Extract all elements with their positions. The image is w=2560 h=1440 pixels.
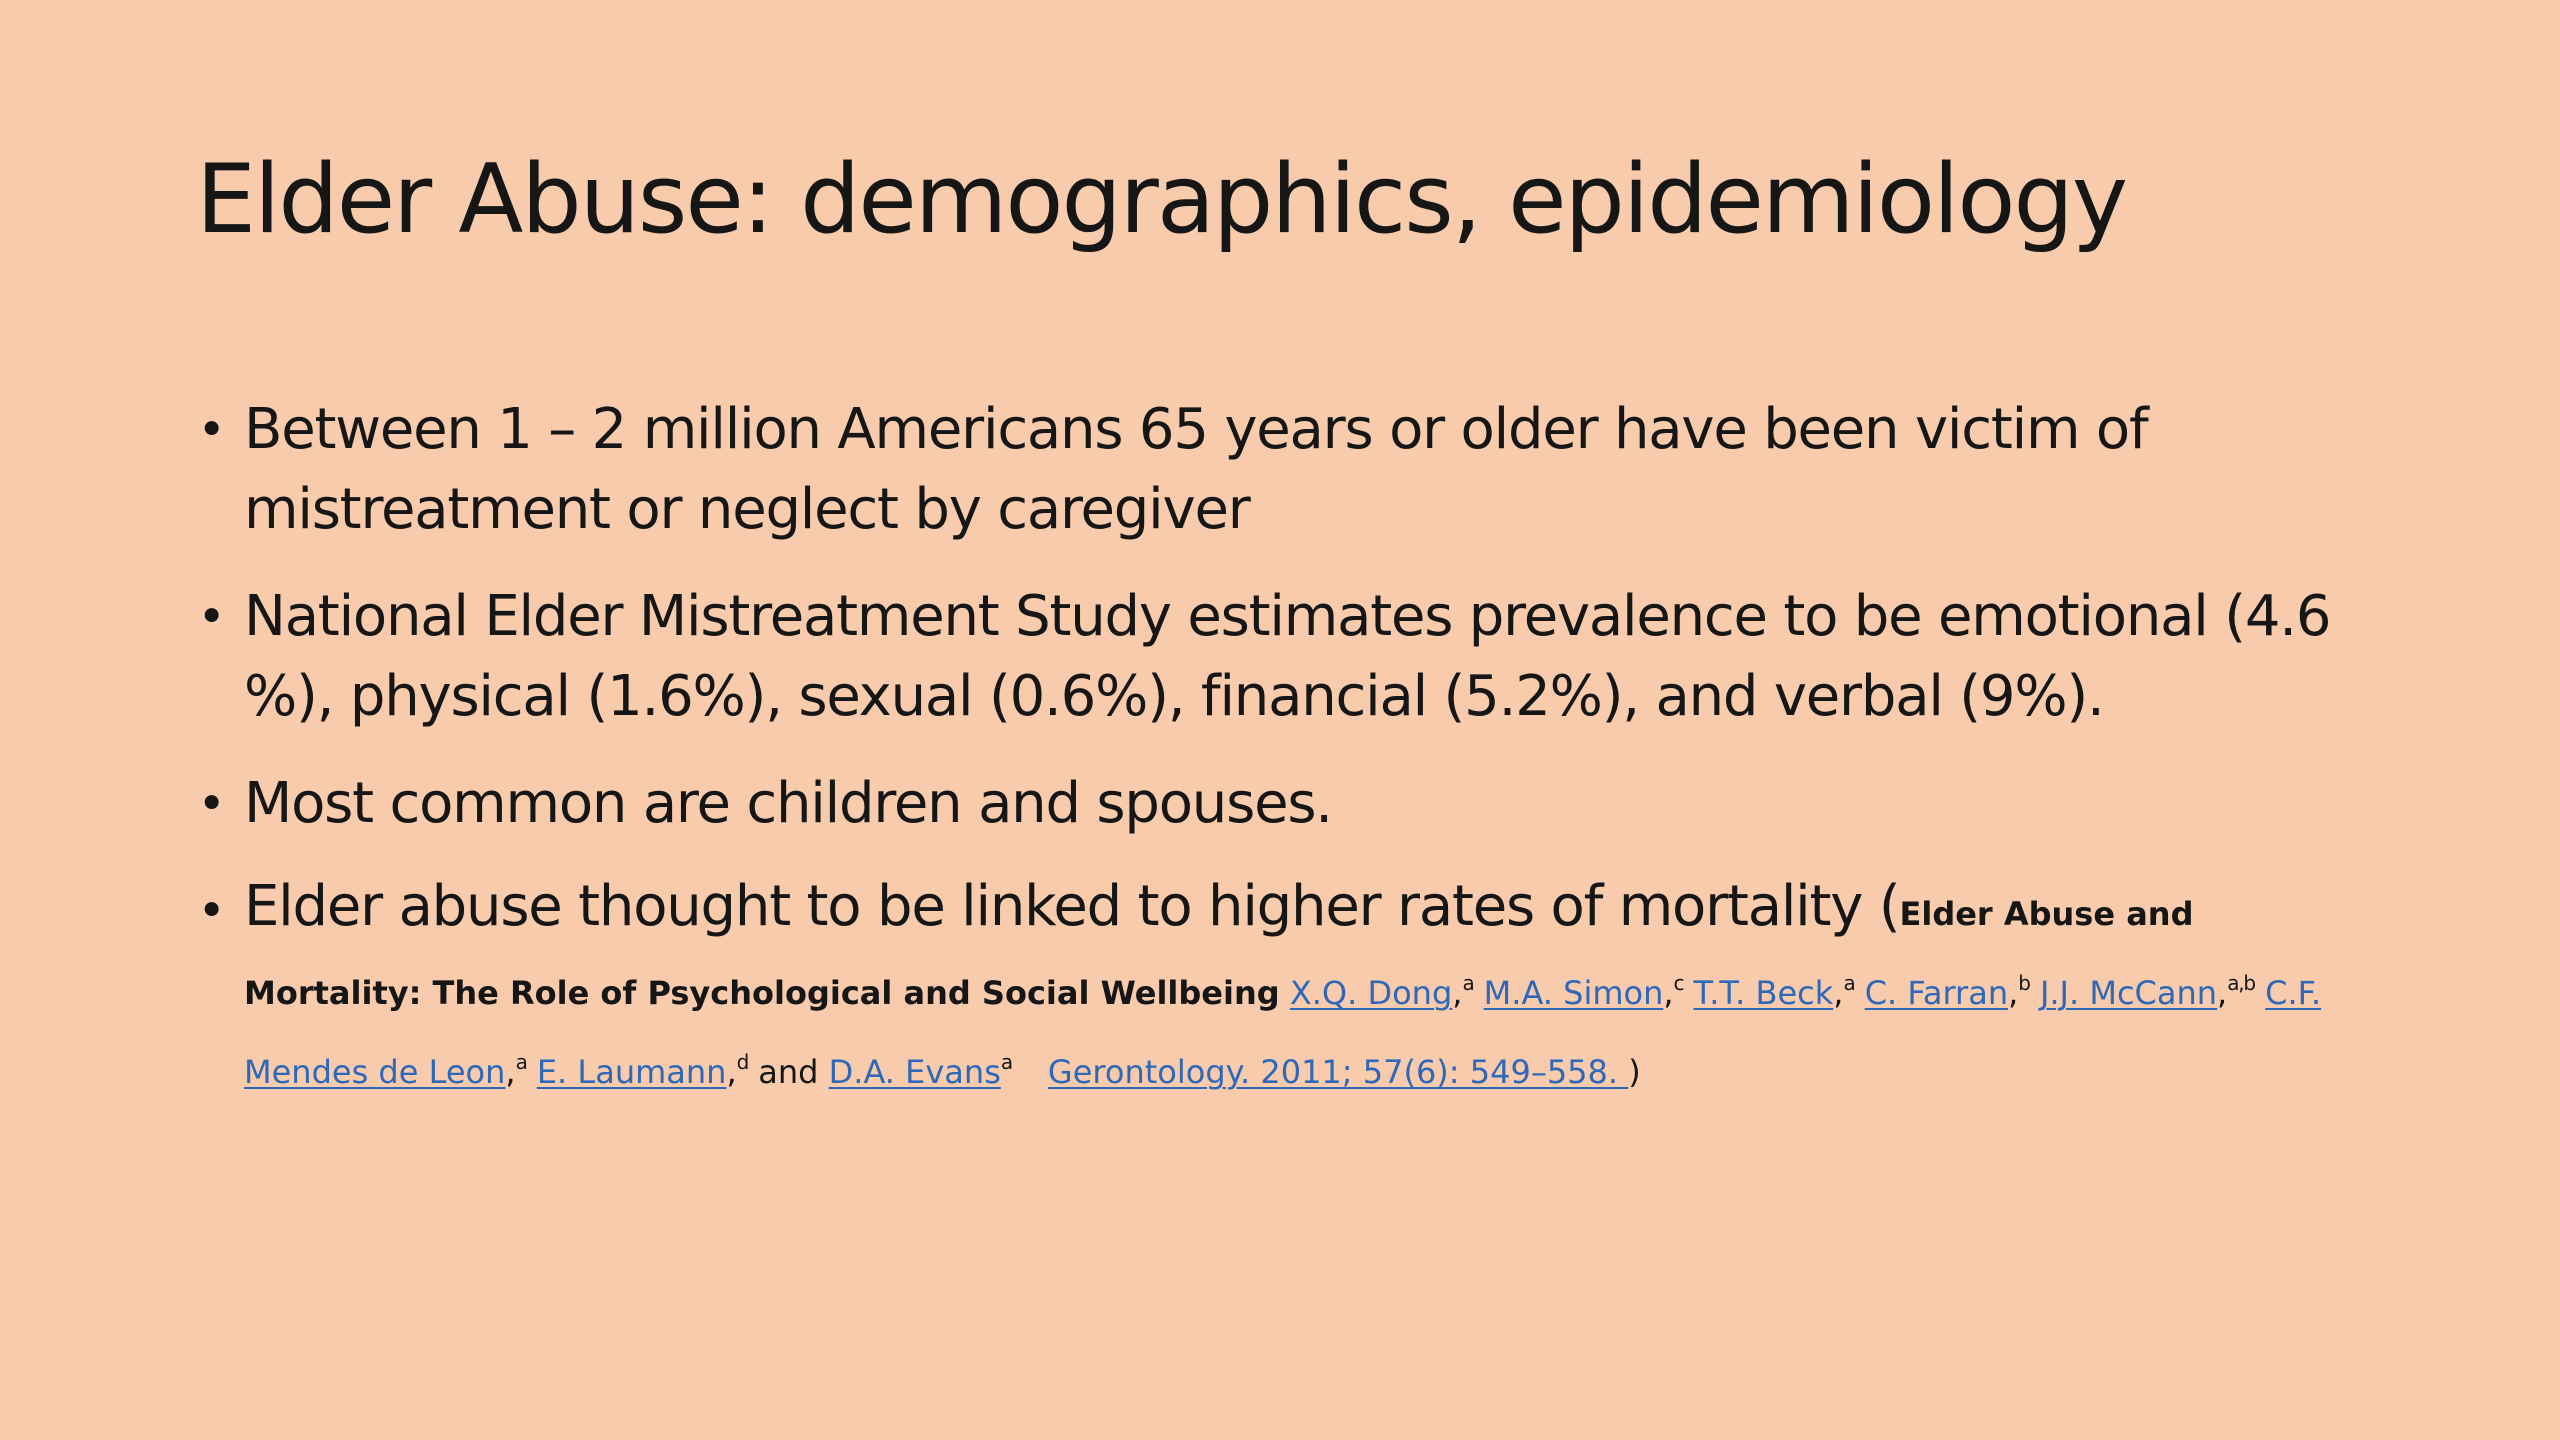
slide-title: Elder Abuse: demographics, epidemiology [196,145,2127,255]
author-affiliation: a [515,1050,527,1074]
citation-closing: ) [1628,1053,1641,1091]
bullet-dot: • [197,883,225,939]
author-affiliation: a [1462,971,1474,995]
bullet-dot: • [197,402,225,458]
bullet-text: National Elder Mistreatment Study estimates prevalence to be emotional (4.6 %), physical (1.6%), sexual (0.6%), financial (5.2%), and verbal (9%). [244,584,2331,729]
author-link[interactable]: C. Farran [1864,974,2009,1012]
author-affiliation: c [1673,971,1684,995]
author-separator: , [1663,974,1674,1012]
author-link[interactable]: J.J. McCann [2039,974,2218,1012]
author-affiliation: a,b [2227,971,2255,995]
author-link[interactable]: E. Laumann [536,1053,727,1091]
bullet-item-citation [196,871,2376,1108]
author-affiliation: b [2018,971,2030,995]
bullet-item [196,764,2376,844]
author-link[interactable]: M.A. Simon [1483,974,1664,1012]
author-separator: , [505,1053,516,1091]
bullet-item [196,390,2376,550]
author-link[interactable]: T.T. Beck [1693,974,1834,1012]
bullet-dot: • [197,776,225,832]
bullet-text: Elder abuse thought to be linked to higher rates of mortality ( [244,874,1900,939]
author-separator: , [2008,974,2019,1012]
author-separator: , [2217,974,2228,1012]
bullet-text: Most common are children and spouses. [244,771,1332,836]
author-separator: , [1452,974,1463,1012]
citation-article-title: Elder Abuse and Mortality: The Role of Psychological and Social Wellbeing [244,895,2194,1012]
author-separator: , [726,1053,737,1091]
author-affiliation: d [736,1050,749,1074]
author-link[interactable]: X.Q. Dong [1289,974,1453,1012]
journal-link[interactable]: Gerontology. 2011; 57(6): 549–558. [1047,1053,1629,1091]
bullet-item [196,577,2376,737]
author-affiliation: a [1843,971,1855,995]
author-link[interactable]: C.F. Mendes de Leon [244,974,2322,1091]
author-link[interactable]: D.A. Evans [828,1053,1001,1091]
citation-and: and [758,1053,819,1091]
bullet-text: Between 1 – 2 million Americans 65 years or older have been victim of mistreatment or neglect by caregiver [244,397,2148,542]
bullet-dot: • [197,589,225,645]
author-separator: , [1833,974,1844,1012]
bullet-list [196,390,2376,1108]
author-affiliation: a [1000,1050,1012,1074]
